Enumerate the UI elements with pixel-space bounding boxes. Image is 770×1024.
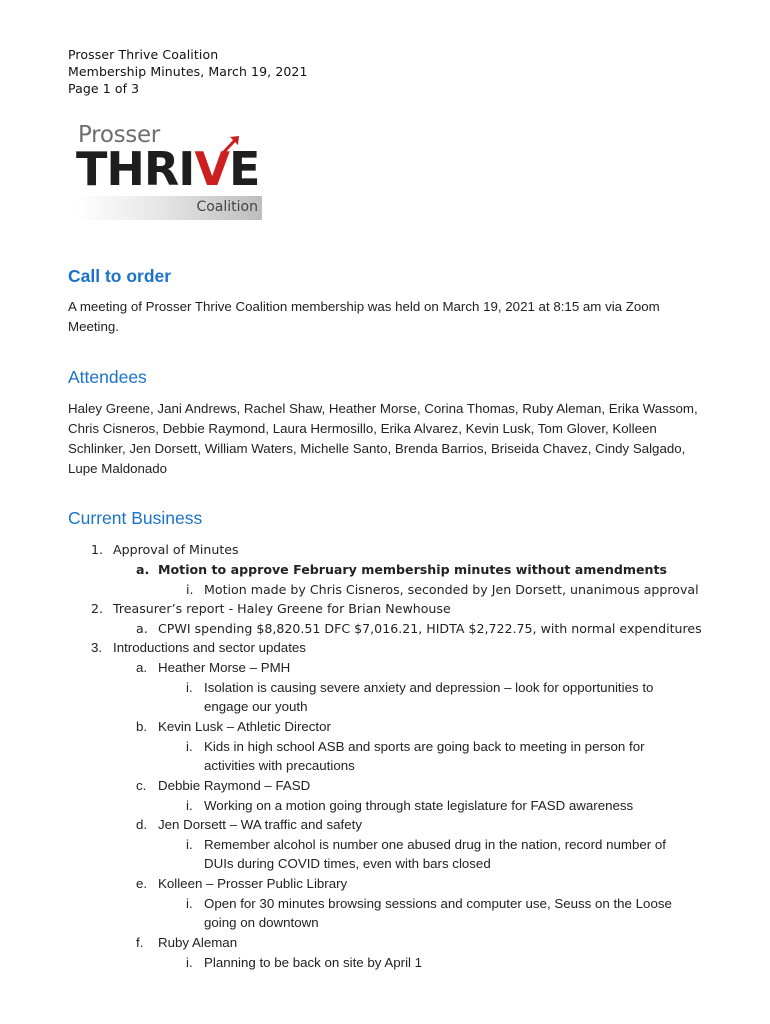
list-item-continuation: DUIs during COVID times, even with bars closed: [204, 856, 491, 871]
list-item: Isolation is causing severe anxiety and depression – look for opportunities to: [204, 680, 654, 695]
list-item-number: f.: [136, 935, 144, 950]
logo-arrow-icon: [220, 134, 242, 156]
list-item-number: a.: [136, 562, 150, 577]
list-item-continuation: activities with precautions: [204, 758, 355, 773]
list-item: CPWI spending $8,820.51 DFC $7,016.21, HIDTA $2,722.75, with normal expenditures: [158, 621, 702, 636]
list-item: Kevin Lusk – Athletic Director: [158, 719, 331, 734]
call-to-order-heading: Call to order: [68, 266, 172, 286]
current-business-heading: Current Business: [68, 508, 203, 528]
list-item: Planning to be back on site by April 1: [204, 955, 423, 970]
attendees-heading: Attendees: [68, 367, 147, 387]
list-item-number: 2.: [91, 601, 104, 616]
header-org: Prosser Thrive Coalition: [68, 47, 219, 62]
list-item-number: a.: [136, 621, 148, 636]
prosser-thrive-logo: [74, 118, 266, 222]
list-item: Treasurer’s report - Haley Greene for Brian Newhouse: [113, 601, 451, 616]
logo-word-prosser: Prosser: [78, 122, 160, 148]
list-item-number: e.: [136, 876, 148, 891]
list-item-continuation: engage our youth: [204, 699, 308, 714]
list-item-number: i.: [186, 837, 193, 852]
logo-word-thrive: THRIVE: [76, 142, 260, 196]
header-title: Membership Minutes, March 19, 2021: [68, 64, 308, 79]
list-item: Approval of Minutes: [113, 542, 239, 557]
list-item: Kids in high school ASB and sports are going back to meeting in person for: [204, 739, 645, 754]
list-item: Motion to approve February membership minutes without amendments: [158, 562, 668, 577]
list-item-continuation: going on downtown: [204, 915, 319, 930]
list-item: Heather Morse – PMH: [158, 660, 291, 675]
document-header: [68, 46, 308, 97]
attendees-list: Haley Greene, Jani Andrews, Rachel Shaw, Heather Morse, Corina Thomas, Ruby Aleman, Erika Wassom, Chris Cisneros, Debbie Raymond, Laura Hermosillo, Erika Alvarez, Kevin Lusk, Tom Glover, Kolleen Schlinker, Jen Dorsett, William Waters, Michelle Santo, Brenda Barrios, Briseida Chavez, Cindy Salgado, Lupe Maldonado: [68, 401, 698, 476]
list-item-number: d.: [136, 817, 148, 832]
list-item-number: i.: [186, 680, 193, 695]
list-item: Working on a motion going through state legislature for FASD awareness: [204, 798, 634, 813]
list-item: Kolleen – Prosser Public Library: [158, 876, 348, 891]
list-item-number: 1.: [91, 542, 104, 557]
list-item: Ruby Aleman: [158, 935, 238, 950]
list-item: Introductions and sector updates: [113, 640, 306, 655]
list-item: Remember alcohol is number one abused drug in the nation, record number of: [204, 837, 666, 852]
list-item: Jen Dorsett – WA traffic and safety: [158, 817, 362, 832]
list-item-number: a.: [136, 660, 148, 675]
list-item-number: i.: [186, 582, 194, 597]
list-item-number: i.: [186, 955, 193, 970]
list-item-number: c.: [136, 778, 147, 793]
list-item: Debbie Raymond – FASD: [158, 778, 311, 793]
header-page: Page 1 of 3: [68, 81, 140, 96]
call-to-order-text: A meeting of Prosser Thrive Coalition membership was held on March 19, 2021 at 8:15 am via Zoom Meeting.: [68, 299, 660, 334]
list-item: Motion made by Chris Cisneros, seconded by Jen Dorsett, unanimous approval: [204, 582, 699, 597]
list-item: Open for 30 minutes browsing sessions and computer use, Seuss on the Loose: [204, 896, 672, 911]
list-item-number: i.: [186, 798, 193, 813]
logo-word-coalition: Coalition: [196, 199, 258, 215]
list-item-number: i.: [186, 739, 193, 754]
list-item-number: i.: [186, 896, 193, 911]
list-item-number: 3.: [91, 640, 103, 655]
list-item-number: b.: [136, 719, 148, 734]
